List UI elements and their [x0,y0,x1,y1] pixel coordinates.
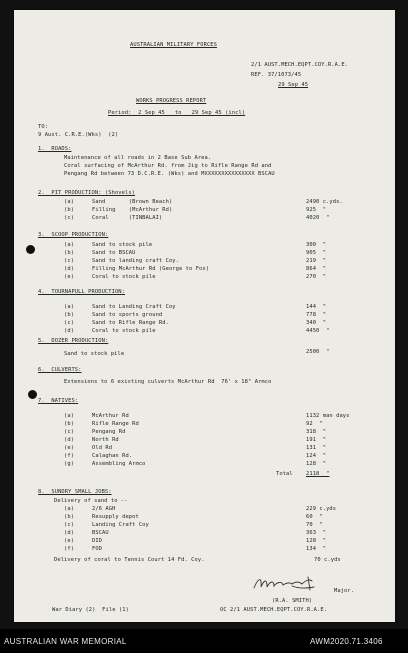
reference-date: 29 Sep 45 [278,82,309,88]
list-item-letter: (c) [64,320,75,326]
list-item-value: 925 " [306,207,327,213]
list-item-letter: (d) [64,328,75,334]
list-item-value: 340 " [306,320,327,326]
list-item-text: McArthur Rd [92,413,129,419]
list-item-value: 318 " [306,429,327,435]
list-item-letter: (b) [64,312,75,318]
list-item-value: 229 c.yds [306,506,337,512]
section-culverts-heading: 6. CULVERTS: [38,367,82,373]
signatory-rank: Major. [334,588,355,594]
reference-unit: 2/1 AUST.MECH.EQPT.COY.R.A.E. [251,62,349,68]
list-item-text: Sand to landing craft Coy. [92,258,179,264]
section-natives-heading: 7. NATIVES: [38,398,79,404]
list-item-value: 864 " [306,266,327,272]
list-item-letter: (b) [64,421,75,427]
list-item-value: 2490 c.yds. [306,199,343,205]
list-item-value: 92 " [306,421,323,427]
list-item-text: Rifle Range Rd [92,421,139,427]
list-item-value: 134 " [306,546,327,552]
list-item-value: 124 " [306,453,327,459]
signatory-name: (R.A. SMITH) [272,598,313,604]
natives-total-label: Total [276,471,293,477]
punch-hole-top [26,245,35,254]
list-item-value: 191 " [306,437,327,443]
list-item-letter: (a) [64,304,75,310]
list-item-value: 128 " [306,538,327,544]
list-item-text: Filling (McArthur Rd) [92,207,173,213]
list-item-text: Sand to BSCAU [92,250,136,256]
list-item-letter: (b) [64,250,75,256]
list-item-letter: (c) [64,429,75,435]
to-addressee: 9 Aust. C.R.E.(Wks) (2) [38,132,119,138]
report-title: WORKS PROGRESS REPORT [136,98,207,104]
list-item-text: Coral (TINBALAI) [92,215,163,221]
list-item-text: Filling McArthur Rd (George to Fox) [92,266,210,272]
list-item-value: 778 " [306,312,327,318]
roads-line-3-text: Pengang Rd between 73 D.C.R.E. (Wks) and [64,171,202,177]
roads-line-1: Maintenance of all roads in 2 Base Sub Area. [64,155,212,161]
sundry-coral-line: Delivery of coral to Tennis Court 14 Fd. Coy. [54,557,205,563]
list-item-text: Assembling Armco [92,461,146,467]
list-item-letter: (b) [64,207,75,213]
list-item-letter: (d) [64,266,75,272]
list-item-value: 144 " [306,304,327,310]
list-item-value: 131 " [306,445,327,451]
list-item-text: North Rd [92,437,119,443]
list-item-letter: (e) [64,538,75,544]
sundry-intro: Delivery of sand to -- [54,498,128,504]
list-item-letter: (a) [64,413,75,419]
list-item-text: Pengang Rd [92,429,126,435]
list-item-text: Landing Craft Coy [92,522,149,528]
list-item-text: Resupply depot [92,514,139,520]
list-item-text: Old Rd [92,445,113,451]
list-item-text: Coral to stock pile [92,274,156,280]
report-period: Period: 2 Sep 45 to 29 Sep 45 (incl) [108,110,246,116]
list-item-value: 60 " [306,514,323,520]
section-roads-heading: 1. ROADS: [38,146,72,152]
list-item-text: Calaghan Rd. [92,453,133,459]
list-item-letter: (d) [64,530,75,536]
list-item-value: 70 " [306,522,323,528]
list-item-value: 219 " [306,258,327,264]
list-item-value: 300 " [306,242,327,248]
dozer-line: Sand to stock pile [64,351,125,357]
dozer-value: 2500 " [306,349,330,355]
list-item-letter: (c) [64,258,75,264]
section-scoop-heading: 3. SCOOP PRODUCTION: [38,232,109,238]
list-item-letter: (g) [64,461,75,467]
list-item-text: Sand to sports ground [92,312,163,318]
list-item-letter: (f) [64,546,75,552]
roads-line-2: Coral surfacing of McArthur Rd. from Jig to Rifle Range Rd and [64,163,272,169]
roads-line-3 [64,171,275,178]
list-item-value: 128 " [306,461,327,467]
list-item-value: 4020 " [306,215,330,221]
footer-accession-number: AWM2020.71.3406 [310,637,383,646]
handwritten-signature [252,572,322,594]
list-item-text: Coral to stock pile [92,328,156,334]
list-item-letter: (c) [64,215,75,221]
document-page [14,10,395,622]
reference-number: REF. 37/1073/45 [251,72,302,78]
list-item-letter: (a) [64,506,75,512]
to-label: TO: [38,124,49,130]
list-item-letter: (e) [64,445,75,451]
list-item-value: 1132 man days [306,413,350,419]
list-item-letter: (c) [64,522,75,528]
natives-total-value: 2118 " [306,471,330,477]
section-sundry-heading: 8. SUNDRY SMALL JOBS: [38,489,112,495]
list-item-text: Sand to Rifle Range Rd. [92,320,169,326]
footer-institution: AUSTRALIAN WAR MEMORIAL [4,637,127,646]
list-item-text: Sand (Brown Beach) [92,199,173,205]
unit-title: AUSTRALIAN MILITARY FORCES [130,42,217,48]
section-pit-heading: 2. PIT PRODUCTION: (Shovels) [38,190,136,196]
list-item-text: FOD [92,546,103,552]
list-item-text: Sand to Landing Craft Coy [92,304,176,310]
list-item-value: 905 " [306,250,327,256]
list-item-letter: (e) [64,274,75,280]
list-item-letter: (b) [64,514,75,520]
list-item-text: Sand to stock pile [92,242,153,248]
sundry-coral-value: 70 c.yds [314,557,341,563]
list-item-text: DID [92,538,103,544]
archive-footer [0,629,408,653]
list-item-text: BSCAU [92,530,109,536]
list-item-letter: (a) [64,242,75,248]
roads-struck-text: MXXXXXXXXXXXXXXX [201,171,255,177]
distribution-line: War Diary (2) File (1) [52,607,129,613]
roads-line-3-tail: BSCAU [254,171,275,177]
list-item-text: 2/6 AGH [92,506,116,512]
section-dozer-heading: 5. DOZER PRODUCTION: [38,338,109,344]
list-item-value: 363 " [306,530,327,536]
list-item-value: 270 " [306,274,327,280]
list-item-letter: (d) [64,437,75,443]
officer-commanding-line: OC 2/1 AUST.MECH.EQPT.COY.R.A.E. [220,607,328,613]
punch-hole-bottom [28,390,37,399]
list-item-letter: (a) [64,199,75,205]
section-tournapull-heading: 4. TOURNAPULL PRODUCTION: [38,289,125,295]
list-item-letter: (f) [64,453,75,459]
list-item-value: 4450 " [306,328,330,334]
culverts-line: Extensions to 6 existing culverts McArthur Rd 76' x 18" Armco [64,379,272,385]
